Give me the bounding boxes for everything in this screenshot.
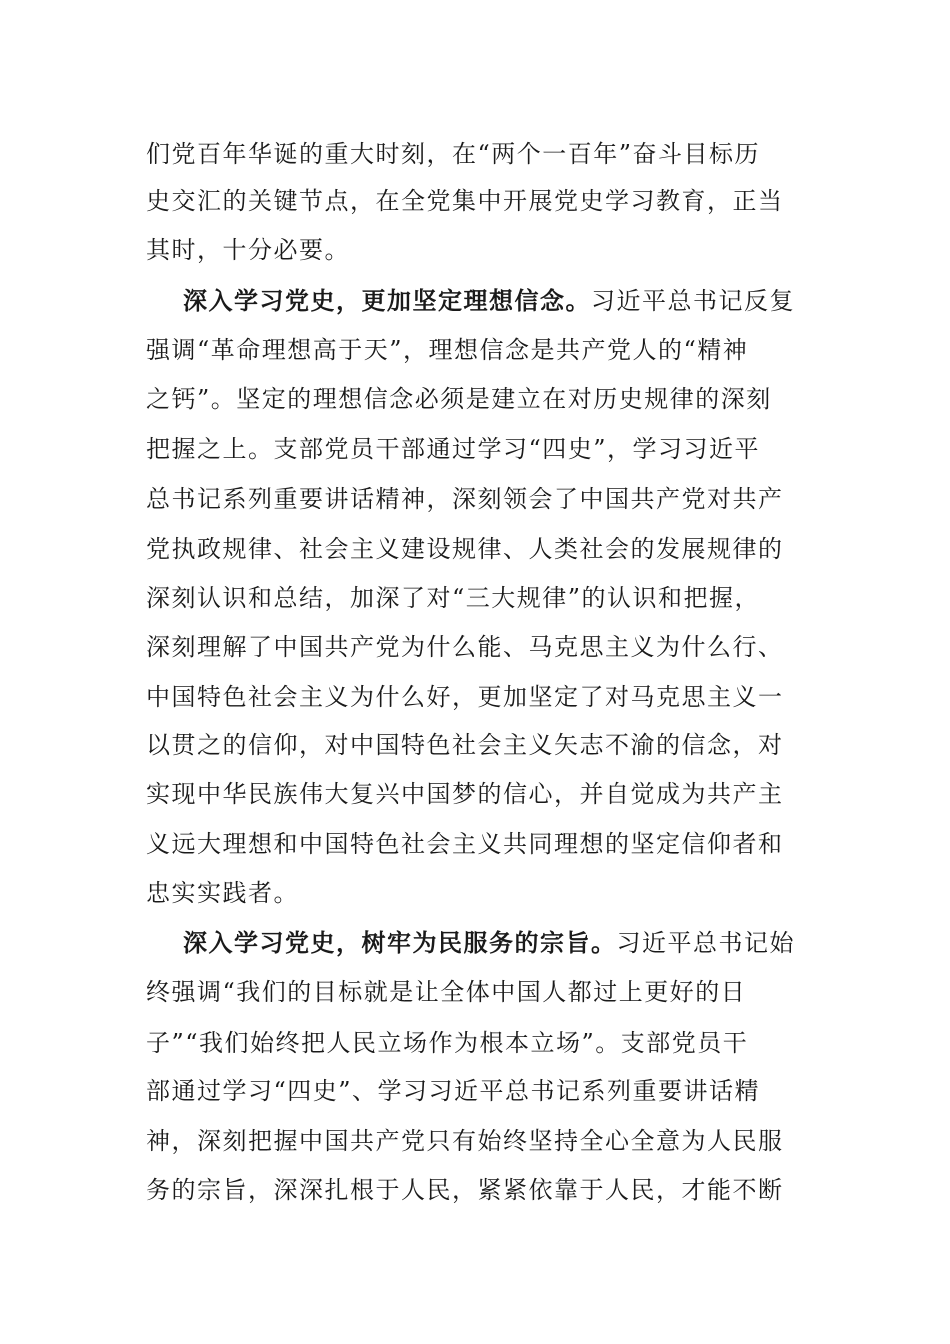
paragraph-3-line-3: 子”“我们始终把人民立场作为根本立场”。支部党员干: [146, 1029, 749, 1057]
paragraph-2-line-1: [183, 284, 807, 318]
paragraph-1-line-3: 其时，十分必要。: [146, 236, 350, 264]
paragraph-3-heading: 深入学习党史，树牢为民服务的宗旨。: [183, 928, 617, 957]
paragraph-3-line-6: 务的宗旨，深深扎根于人民，紧紧依靠于人民，才能不断: [146, 1176, 784, 1204]
paragraph-3-line-1: [183, 926, 807, 960]
paragraph-3-line-4: 部通过学习“四史”、学习习近平总书记系列重要讲话精: [146, 1077, 761, 1105]
paragraph-3-line-1-text: 习近平总书记始: [616, 929, 795, 957]
paragraph-2-line-11: 实现中华民族伟大复兴中国梦的信心，并自觉成为共产主: [146, 780, 784, 808]
paragraph-2-line-5: 总书记系列重要讲话精神，深刻领会了中国共产党对共产: [146, 485, 784, 513]
paragraph-2-line-1-text: 习近平总书记反复: [591, 287, 795, 315]
paragraph-2-line-10: 以贯之的信仰，对中国特色社会主义矢志不渝的信念，对: [146, 731, 784, 759]
paragraph-3-line-5: 神，深刻把握中国共产党只有始终坚持全心全意为人民服: [146, 1127, 784, 1155]
paragraph-2-line-13: 忠实实践者。: [146, 879, 299, 907]
paragraph-2-line-12: 义远大理想和中国特色社会主义共同理想的坚定信仰者和: [146, 830, 784, 858]
paragraph-2-line-6: 党执政规律、社会主义建设规律、人类社会的发展规律的: [146, 535, 784, 563]
paragraph-3-line-2: 终强调“我们的目标就是让全体中国人都过上更好的日: [146, 978, 747, 1006]
paragraph-2-line-9: 中国特色社会主义为什么好，更加坚定了对马克思主义一: [146, 683, 784, 711]
paragraph-2-line-7: 深刻认识和总结，加深了对“三大规律”的认识和把握，: [146, 584, 761, 612]
paragraph-2-line-8: 深刻理解了中国共产党为什么能、马克思主义为什么行、: [146, 633, 784, 661]
paragraph-1-line-1: 们党百年华诞的重大时刻，在“两个一百年”奋斗目标历: [146, 140, 761, 168]
paragraph-2-line-4: 把握之上。支部党员干部通过学习“四史”，学习习近平: [146, 435, 761, 463]
paragraph-2-line-2: 强调“革命理想高于天”，理想信念是共产党人的“精神: [146, 336, 749, 364]
paragraph-2-line-3: 之钙”。坚定的理想信念必须是建立在对历史规律的深刻: [146, 385, 772, 413]
paragraph-2-heading: 深入学习党史，更加坚定理想信念。: [183, 286, 591, 315]
paragraph-1-line-2: 史交汇的关键节点，在全党集中开展党史学习教育，正当: [146, 187, 784, 215]
